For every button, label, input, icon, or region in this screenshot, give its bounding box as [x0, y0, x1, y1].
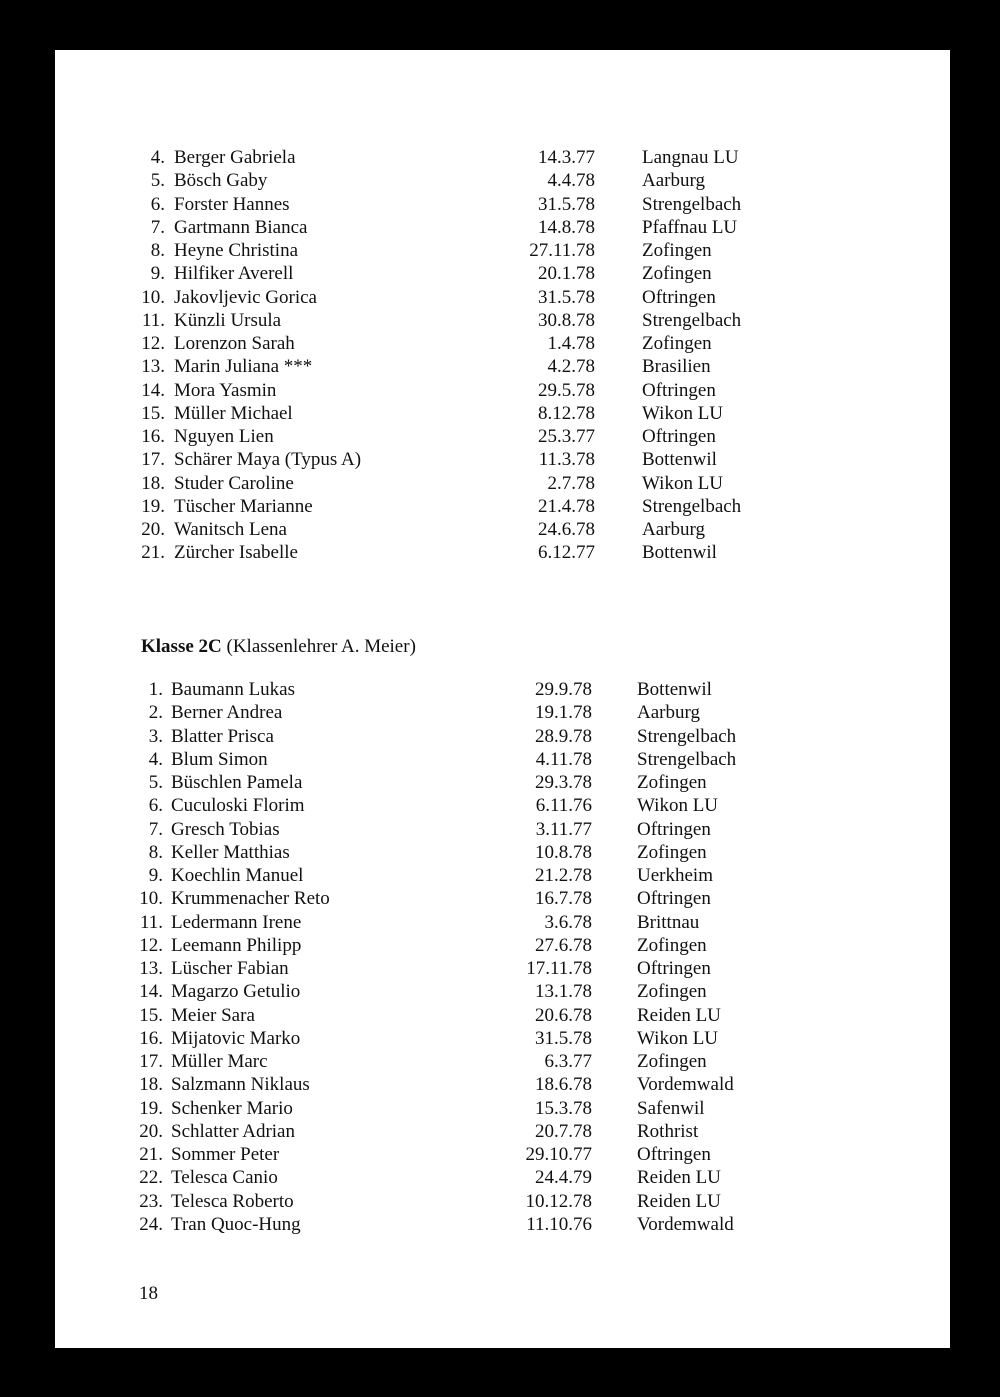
- class-name: Klasse 2C: [141, 636, 222, 657]
- birth-date: 4.11.78: [535, 748, 592, 770]
- student-row: [55, 748, 950, 771]
- birth-date: 18.6.78: [535, 1074, 592, 1096]
- birth-date: 29.10.77: [525, 1144, 592, 1165]
- student-row: [55, 818, 950, 841]
- student-name: Cuculoski Florim: [171, 795, 305, 817]
- student-row: [55, 169, 950, 192]
- row-number: 2.: [148, 702, 163, 724]
- row-number: 4.: [148, 748, 163, 770]
- student-row: [55, 1213, 950, 1236]
- residence: Oftringen: [642, 426, 716, 447]
- residence: Zofingen: [637, 772, 707, 793]
- student-name: Schenker Mario: [171, 1097, 293, 1119]
- residence: Wikon LU: [642, 402, 724, 424]
- birth-date: 31.5.78: [535, 1027, 592, 1049]
- residence: Brittnau: [637, 911, 700, 933]
- student-row: [55, 495, 950, 518]
- birth-date: 30.8.78: [538, 309, 595, 331]
- student-name: Krummenacher Reto: [171, 888, 330, 910]
- student-name: Zürcher Isabelle: [174, 542, 298, 564]
- student-row: [55, 379, 950, 402]
- student-row: [55, 771, 950, 794]
- residence: Oftringen: [637, 818, 711, 840]
- student-name: Jakovljevic Gorica: [174, 286, 317, 308]
- birth-date: 25.3.77: [538, 426, 595, 447]
- row-number: 1.: [148, 679, 163, 700]
- row-number: 15.: [141, 402, 165, 424]
- birth-date: 15.3.78: [535, 1097, 592, 1119]
- row-number: 16.: [141, 426, 165, 447]
- residence: Oftringen: [637, 1144, 711, 1165]
- birth-date: 10.8.78: [535, 841, 592, 863]
- student-name: Berger Gabriela: [174, 147, 296, 168]
- birth-date: 19.1.78: [535, 702, 592, 724]
- residence: Oftringen: [642, 379, 716, 401]
- birth-date: 21.4.78: [538, 495, 595, 517]
- student-row: [55, 193, 950, 216]
- student-row: [55, 425, 950, 448]
- student-name: Lüscher Fabian: [171, 958, 289, 979]
- residence: Oftringen: [642, 286, 716, 308]
- residence: Aarburg: [637, 702, 700, 724]
- student-row: [55, 541, 950, 564]
- row-number: 20.: [139, 1120, 163, 1142]
- residence: Zofingen: [642, 333, 712, 354]
- row-number: 4.: [150, 147, 165, 168]
- student-name: Blatter Prisca: [171, 725, 274, 747]
- residence: Strengelbach: [642, 495, 742, 517]
- row-number: 13.: [141, 356, 165, 378]
- student-name: Hilfiker Averell: [174, 263, 294, 285]
- birth-date: 11.3.78: [538, 449, 595, 471]
- birth-date: 13.1.78: [535, 981, 592, 1003]
- student-name: Magarzo Getulio: [171, 981, 301, 1003]
- row-number: 18.: [139, 1074, 163, 1096]
- row-number: 7.: [148, 818, 163, 840]
- row-number: 19.: [139, 1097, 163, 1119]
- student-name: Mora Yasmin: [174, 379, 277, 401]
- residence: Uerkheim: [637, 865, 713, 886]
- birth-date: 14.8.78: [538, 216, 595, 238]
- student-name: Mijatovic Marko: [171, 1027, 301, 1049]
- birth-date: 29.9.78: [535, 679, 592, 700]
- page-number: 18: [139, 1283, 158, 1304]
- row-number: 5.: [148, 772, 163, 793]
- student-list-2c: [55, 678, 950, 1236]
- row-number: 16.: [139, 1027, 163, 1049]
- birth-date: 20.7.78: [535, 1120, 592, 1142]
- birth-date: 20.1.78: [538, 263, 595, 285]
- row-number: 8.: [148, 841, 163, 863]
- residence: Zofingen: [637, 934, 707, 956]
- student-row: [55, 1050, 950, 1073]
- birth-date: 2.7.78: [547, 472, 595, 494]
- student-row: [55, 794, 950, 817]
- student-name: Tran Quoc-Hung: [171, 1213, 301, 1235]
- birth-date: 16.7.78: [535, 888, 592, 910]
- residence: Strengelbach: [637, 748, 737, 770]
- row-number: 18.: [141, 472, 165, 494]
- birth-date: 3.11.77: [535, 818, 592, 840]
- row-number: 24.: [139, 1213, 163, 1235]
- residence: Strengelbach: [642, 193, 742, 215]
- student-row: [55, 1143, 950, 1166]
- residence: Reiden LU: [637, 1190, 721, 1212]
- birth-date: 11.10.76: [526, 1213, 592, 1235]
- residence: Zofingen: [637, 841, 707, 863]
- row-number: 6.: [148, 795, 163, 817]
- birth-date: 29.3.78: [535, 772, 592, 793]
- residence: Aarburg: [642, 170, 705, 192]
- student-name: Marin Juliana ***: [174, 356, 313, 378]
- residence: Aarburg: [642, 519, 705, 540]
- row-number: 19.: [141, 495, 165, 517]
- residence: Oftringen: [637, 958, 711, 979]
- row-number: 7.: [150, 216, 165, 238]
- row-number: 17.: [139, 1051, 163, 1072]
- student-row: [55, 448, 950, 471]
- student-name: Heyne Christina: [174, 240, 299, 261]
- student-row: [55, 864, 950, 887]
- birth-date: 27.11.78: [529, 240, 595, 261]
- student-row: [55, 1097, 950, 1120]
- birth-date: 27.6.78: [535, 934, 592, 956]
- student-row: [55, 146, 950, 169]
- student-name: Telesca Roberto: [171, 1190, 294, 1212]
- row-number: 14.: [139, 981, 163, 1003]
- residence: Vordemwald: [637, 1074, 734, 1096]
- student-name: Forster Hannes: [174, 193, 290, 215]
- birth-date: 24.4.79: [535, 1167, 592, 1189]
- row-number: 9.: [150, 263, 165, 285]
- student-name: Koechlin Manuel: [171, 865, 304, 886]
- birth-date: 6.3.77: [544, 1051, 592, 1072]
- student-name: Tüscher Marianne: [174, 495, 313, 517]
- residence: Wikon LU: [642, 472, 724, 494]
- row-number: 21.: [139, 1144, 163, 1165]
- row-number: 17.: [141, 449, 165, 471]
- student-row: [55, 911, 950, 934]
- student-name: Ledermann Irene: [171, 911, 302, 933]
- residence: Bottenwil: [642, 449, 717, 471]
- birth-date: 8.12.78: [538, 402, 595, 424]
- row-number: 13.: [139, 958, 163, 979]
- student-name: Baumann Lukas: [171, 679, 296, 700]
- birth-date: 6.11.76: [535, 795, 592, 817]
- birth-date: 20.6.78: [535, 1004, 592, 1026]
- residence: Wikon LU: [637, 1027, 719, 1049]
- birth-date: 3.6.78: [544, 911, 592, 933]
- student-name: Leemann Philipp: [171, 934, 302, 956]
- student-row: [55, 701, 950, 724]
- student-name: Nguyen Lien: [174, 426, 274, 447]
- student-name: Blum Simon: [171, 748, 268, 770]
- student-name: Büschlen Pamela: [171, 772, 303, 793]
- birth-date: 4.2.78: [547, 356, 595, 378]
- student-row: [55, 1004, 950, 1027]
- student-name: Wanitsch Lena: [174, 519, 287, 540]
- student-row: [55, 678, 950, 701]
- row-number: 20.: [141, 519, 165, 540]
- student-row: [55, 332, 950, 355]
- student-name: Studer Caroline: [174, 472, 294, 494]
- student-name: Salzmann Niklaus: [171, 1074, 310, 1096]
- row-number: 14.: [141, 379, 165, 401]
- student-row: [55, 980, 950, 1003]
- student-name: Lorenzon Sarah: [174, 333, 295, 354]
- birth-date: 31.5.78: [538, 193, 595, 215]
- row-number: 10.: [139, 888, 163, 910]
- student-name: Meier Sara: [171, 1004, 255, 1026]
- row-number: 23.: [139, 1190, 163, 1212]
- student-name: Künzli Ursula: [174, 309, 282, 331]
- row-number: 22.: [139, 1167, 163, 1189]
- residence: Pfaffnau LU: [642, 216, 738, 238]
- row-number: 5.: [150, 170, 165, 192]
- birth-date: 10.12.78: [525, 1190, 592, 1212]
- residence: Reiden LU: [637, 1004, 721, 1026]
- student-name: Telesca Canio: [171, 1167, 278, 1189]
- student-row: [55, 934, 950, 957]
- student-row: [55, 355, 950, 378]
- residence: Zofingen: [642, 240, 712, 261]
- row-number: 11.: [139, 911, 163, 933]
- student-name: Müller Michael: [174, 402, 293, 424]
- student-row: [55, 725, 950, 748]
- student-row: [55, 402, 950, 425]
- student-row: [55, 239, 950, 262]
- student-name: Sommer Peter: [171, 1144, 280, 1165]
- student-row: [55, 286, 950, 309]
- row-number: 9.: [148, 865, 163, 886]
- student-row: [55, 518, 950, 541]
- student-row: [55, 472, 950, 495]
- student-list-continued: [55, 146, 950, 565]
- student-row: [55, 262, 950, 285]
- row-number: 8.: [150, 240, 165, 261]
- student-name: Bösch Gaby: [174, 170, 268, 192]
- residence: Zofingen: [637, 1051, 707, 1072]
- row-number: 6.: [150, 193, 165, 215]
- student-row: [55, 309, 950, 332]
- residence: Strengelbach: [637, 725, 737, 747]
- birth-date: 24.6.78: [538, 519, 595, 540]
- student-row: [55, 1073, 950, 1096]
- section-heading: [141, 635, 416, 659]
- student-name: Keller Matthias: [171, 841, 290, 863]
- residence: Reiden LU: [637, 1167, 721, 1189]
- student-name: Gresch Tobias: [171, 818, 280, 840]
- birth-date: 6.12.77: [538, 542, 595, 564]
- student-name: Berner Andrea: [171, 702, 283, 724]
- residence: Strengelbach: [642, 309, 742, 331]
- student-row: [55, 1120, 950, 1143]
- birth-date: 1.4.78: [547, 333, 595, 354]
- student-row: [55, 841, 950, 864]
- residence: Oftringen: [637, 888, 711, 910]
- student-name: Gartmann Bianca: [174, 216, 308, 238]
- student-row: [55, 216, 950, 239]
- row-number: 11.: [141, 309, 165, 331]
- student-row: [55, 1027, 950, 1050]
- birth-date: 21.2.78: [535, 865, 592, 886]
- student-name: Schlatter Adrian: [171, 1120, 295, 1142]
- birth-date: 29.5.78: [538, 379, 595, 401]
- row-number: 12.: [139, 934, 163, 956]
- row-number: 10.: [141, 286, 165, 308]
- student-name: Müller Marc: [171, 1051, 268, 1072]
- student-row: [55, 1190, 950, 1213]
- residence: Wikon LU: [637, 795, 719, 817]
- student-row: [55, 1166, 950, 1189]
- residence: Bottenwil: [642, 542, 717, 564]
- row-number: 12.: [141, 333, 165, 354]
- student-row: [55, 957, 950, 980]
- residence: Rothrist: [637, 1120, 699, 1142]
- residence: Bottenwil: [637, 679, 712, 700]
- residence: Safenwil: [637, 1097, 705, 1119]
- birth-date: 14.3.77: [538, 147, 595, 168]
- student-name: Schärer Maya (Typus A): [174, 449, 362, 471]
- birth-date: 4.4.78: [547, 170, 595, 192]
- birth-date: 17.11.78: [526, 958, 592, 979]
- residence: Langnau LU: [642, 147, 739, 168]
- birth-date: 31.5.78: [538, 286, 595, 308]
- row-number: 3.: [148, 725, 163, 747]
- residence: Zofingen: [637, 981, 707, 1003]
- row-number: 21.: [141, 542, 165, 564]
- residence: Zofingen: [642, 263, 712, 285]
- class-teacher: (Klassenlehrer A. Meier): [221, 636, 416, 657]
- residence: Vordemwald: [637, 1213, 734, 1235]
- student-row: [55, 887, 950, 910]
- document-page: [55, 50, 950, 1348]
- residence: Brasilien: [642, 356, 711, 378]
- row-number: 15.: [139, 1004, 163, 1026]
- birth-date: 28.9.78: [535, 725, 592, 747]
